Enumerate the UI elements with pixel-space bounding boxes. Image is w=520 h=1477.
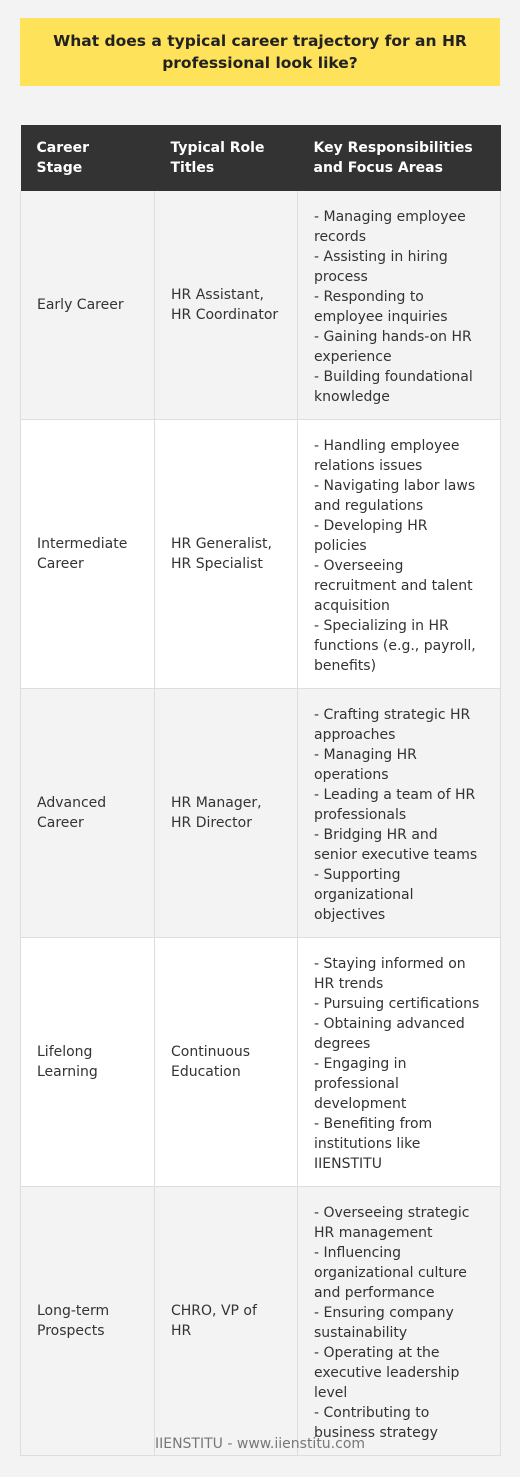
- career-trajectory-table: [20, 125, 501, 1456]
- responsibility-item: - Overseeing recruitment and talent acquisition: [314, 558, 473, 614]
- responsibility-item: - Leading a team of HR professionals: [314, 787, 476, 823]
- responsibility-item: - Supporting organizational objectives: [314, 867, 414, 923]
- table-header: [21, 125, 501, 191]
- responsibility-item: - Bridging HR and senior executive teams: [314, 827, 478, 863]
- responsibility-item: - Managing HR operations: [314, 747, 417, 783]
- column-header-responsibilities: Key Responsibilities and Focus Areas: [298, 125, 501, 191]
- career-stage-cell: Long-term Prospects: [21, 1187, 155, 1456]
- responsibilities-cell: [298, 689, 501, 938]
- role-titles-cell: HR Assistant, HR Coordinator: [155, 191, 298, 420]
- responsibility-item: - Ensuring company sustainability: [314, 1305, 454, 1341]
- table-row: [21, 689, 501, 938]
- responsibility-item: - Crafting strategic HR approaches: [314, 707, 471, 743]
- footer-source: IIENSTITU - www.iienstitu.com: [154, 1436, 366, 1452]
- responsibility-item: - Gaining hands-on HR experience: [314, 329, 472, 365]
- career-stage-cell: Lifelong Learning: [21, 938, 155, 1187]
- responsibilities-cell: [298, 191, 501, 420]
- table-header-row: [21, 125, 501, 191]
- page-title: What does a typical career trajectory for an HR professional look like?: [20, 18, 500, 86]
- responsibilities-cell: [298, 420, 501, 689]
- responsibility-item: - Pursuing certifications: [314, 996, 480, 1012]
- column-header-role-titles: Typical Role Titles: [155, 125, 298, 191]
- responsibility-item: - Navigating labor laws and regulations: [314, 478, 476, 514]
- career-stage-cell: Intermediate Career: [21, 420, 155, 689]
- column-header-career-stage: Career Stage: [21, 125, 155, 191]
- responsibility-item: - Operating at the executive leadership level: [314, 1345, 460, 1401]
- responsibility-item: - Overseeing strategic HR management: [314, 1205, 470, 1241]
- table-body: [21, 191, 501, 1456]
- responsibility-item: - Handling employee relations issues: [314, 438, 460, 474]
- career-stage-cell: Advanced Career: [21, 689, 155, 938]
- responsibility-item: - Contributing to business strategy: [314, 1405, 438, 1441]
- responsibility-item: - Managing employee records: [314, 209, 466, 245]
- career-stage-cell: Early Career: [21, 191, 155, 420]
- responsibility-item: - Influencing organizational culture and performance: [314, 1245, 467, 1301]
- responsibility-item: - Specializing in HR functions (e.g., payroll, benefits): [314, 618, 476, 674]
- responsibilities-cell: [298, 1187, 501, 1456]
- responsibility-item: - Staying informed on HR trends: [314, 956, 466, 992]
- responsibility-item: - Developing HR policies: [314, 518, 428, 554]
- responsibility-item: - Assisting in hiring process: [314, 249, 448, 285]
- table-row: [21, 420, 501, 689]
- responsibility-item: - Responding to employee inquiries: [314, 289, 448, 325]
- role-titles-cell: HR Manager, HR Director: [155, 689, 298, 938]
- table-row: [21, 1187, 501, 1456]
- table-row: [21, 191, 501, 420]
- responsibility-item: - Benefiting from institutions like IIENSTITU: [314, 1116, 433, 1172]
- responsibility-item: - Building foundational knowledge: [314, 369, 473, 405]
- table-row: [21, 938, 501, 1187]
- responsibilities-cell: [298, 938, 501, 1187]
- role-titles-cell: HR Generalist, HR Specialist: [155, 420, 298, 689]
- role-titles-cell: Continuous Education: [155, 938, 298, 1187]
- responsibility-item: - Obtaining advanced degrees: [314, 1016, 465, 1052]
- responsibility-item: - Engaging in professional development: [314, 1056, 407, 1112]
- role-titles-cell: CHRO, VP of HR: [155, 1187, 298, 1456]
